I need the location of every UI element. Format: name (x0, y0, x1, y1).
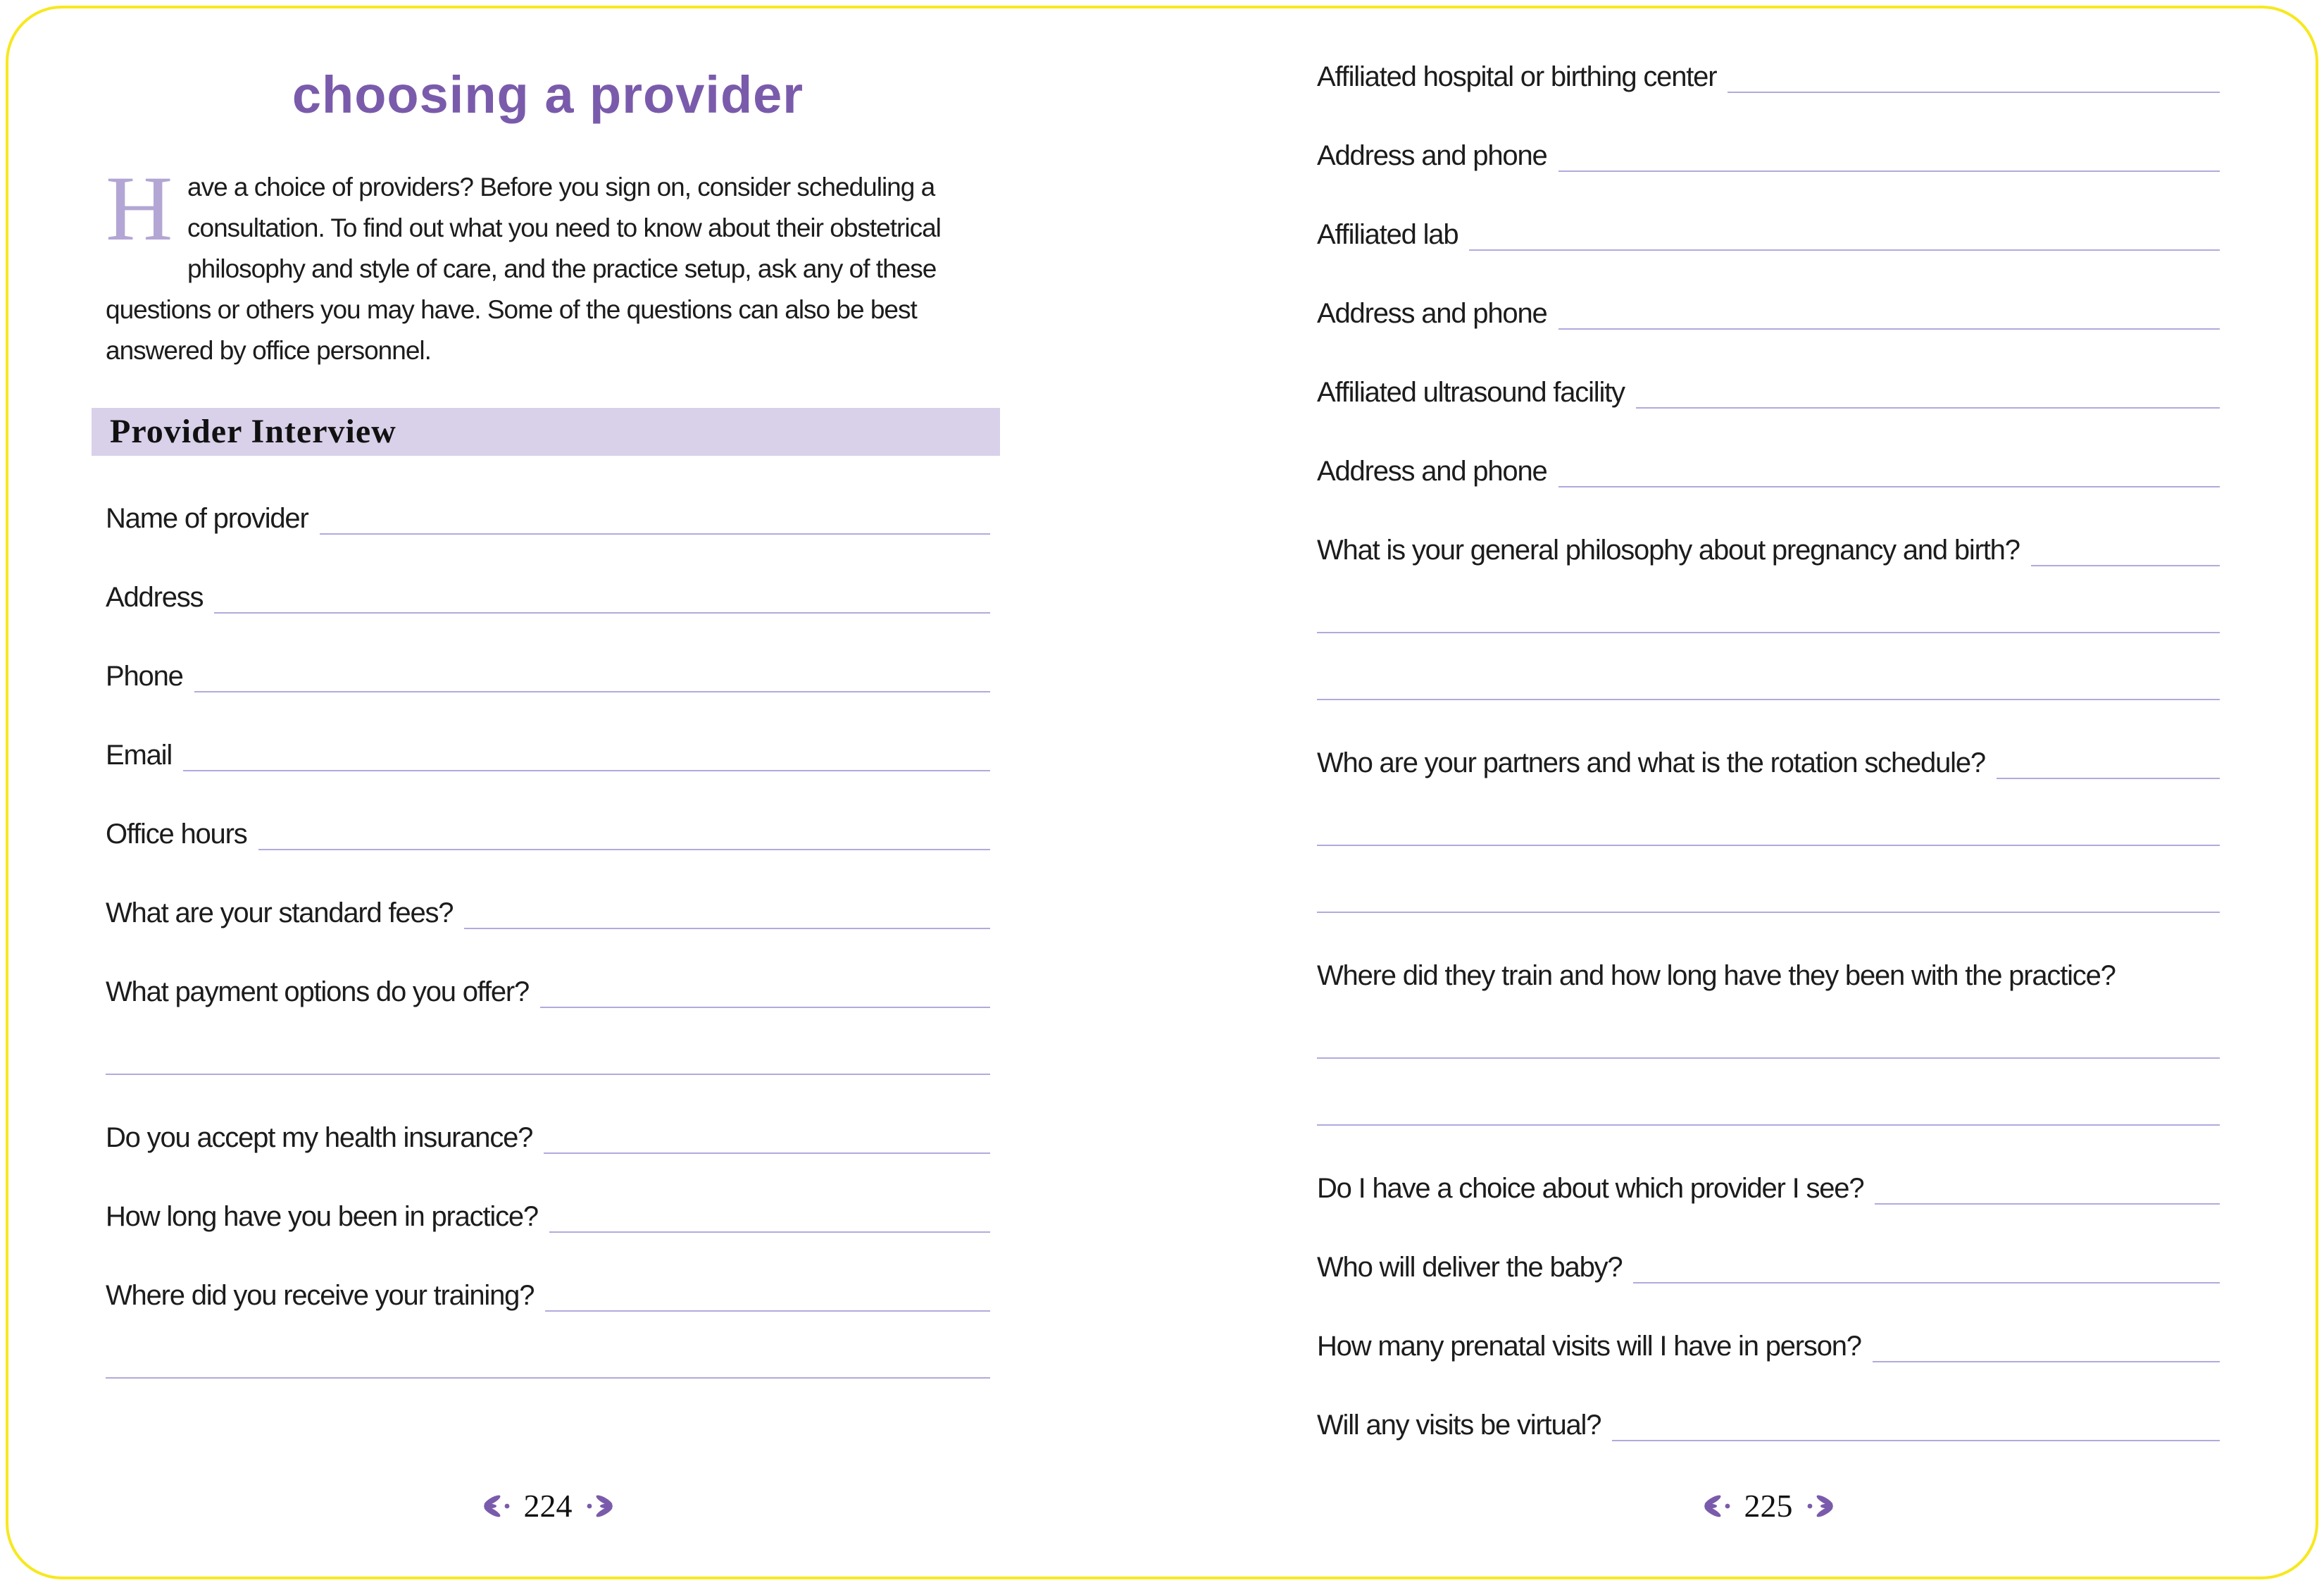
field-label: What are your standard fees? (106, 897, 454, 928)
field-row-continuation (1317, 992, 2220, 1059)
field-row (1317, 700, 2220, 779)
page-left (106, 0, 990, 1585)
field-row-continuation (106, 1008, 990, 1075)
field-label: Where did you receive your training? (106, 1280, 535, 1311)
field-label: Do I have a choice about which provider I see? (1317, 1173, 1864, 1204)
write-in-line (320, 533, 990, 535)
intro-paragraph (106, 156, 990, 371)
field-row (106, 1075, 990, 1154)
field-row (106, 456, 990, 535)
write-in-line (1633, 1282, 2220, 1283)
field-row (106, 614, 990, 692)
field-row (1317, 14, 2220, 93)
form-fields-left (106, 456, 990, 1379)
field-label: What is your general philosophy about pregnancy and birth? (1317, 535, 2020, 566)
field-row (1317, 1362, 2220, 1441)
write-in-line (1469, 249, 2220, 251)
write-in-line (544, 1152, 990, 1154)
field-row (106, 1233, 990, 1312)
write-in-line (549, 1231, 990, 1233)
form-fields-right (1317, 14, 2220, 1441)
leaf-ornament-icon (1702, 1494, 1735, 1518)
page-number-left (106, 1487, 990, 1524)
field-label: Affiliated lab (1317, 219, 1458, 250)
field-row-continuation (1317, 566, 2220, 633)
write-in-line (1317, 632, 2220, 633)
field-row (106, 771, 990, 850)
write-in-line (1636, 407, 2220, 409)
field-label: Email (106, 740, 173, 771)
page-right (1317, 0, 2220, 1585)
page-number-right (1317, 1487, 2220, 1524)
write-in-line (1997, 778, 2220, 779)
page-number-text: 225 (1744, 1488, 1793, 1524)
write-in-line (194, 691, 990, 692)
write-in-line (464, 928, 990, 929)
field-row (1317, 1205, 2220, 1283)
field-label: Affiliated ultrasound facility (1317, 377, 1625, 408)
leaf-ornament-icon (582, 1494, 615, 1518)
field-label: How many prenatal visits will I have in person? (1317, 1331, 1861, 1362)
field-row (1317, 913, 2220, 992)
field-row-continuation (1317, 633, 2220, 700)
write-in-line (106, 1377, 990, 1379)
field-row (1317, 93, 2220, 172)
field-row (1317, 172, 2220, 251)
field-label: Do you accept my health insurance? (106, 1122, 533, 1153)
field-label: What payment options do you offer? (106, 976, 530, 1007)
write-in-line (1558, 486, 2220, 487)
write-in-line (1317, 1124, 2220, 1126)
field-label: Who will deliver the baby? (1317, 1252, 1623, 1283)
field-row (1317, 487, 2220, 566)
write-in-line (106, 1074, 990, 1075)
field-row (1317, 1126, 2220, 1205)
field-label: Will any visits be virtual? (1317, 1410, 1601, 1441)
drop-cap: H (106, 156, 173, 260)
write-in-line (258, 849, 990, 850)
field-label: Address and phone (1317, 298, 1547, 329)
field-label: Name of provider (106, 503, 308, 534)
field-label: Address and phone (1317, 456, 1547, 487)
field-row (1317, 330, 2220, 409)
field-row (1317, 251, 2220, 330)
write-in-line (1317, 699, 2220, 700)
write-in-line (1728, 92, 2220, 93)
field-row (1317, 1283, 2220, 1362)
section-header: Provider Interview (92, 408, 1000, 456)
write-in-line (1317, 1057, 2220, 1059)
write-in-line (183, 770, 990, 771)
page-title: choosing a provider (292, 66, 804, 124)
field-row (106, 850, 990, 929)
write-in-line (1317, 912, 2220, 913)
field-label: Address and phone (1317, 140, 1547, 171)
page-number-text: 224 (523, 1488, 573, 1524)
write-in-line (1875, 1203, 2220, 1205)
field-row (1317, 409, 2220, 487)
write-in-line (1873, 1361, 2220, 1362)
write-in-line (214, 612, 990, 614)
field-row-continuation (106, 1312, 990, 1379)
write-in-line (1558, 328, 2220, 330)
field-row (106, 1154, 990, 1233)
field-label: Office hours (106, 819, 247, 850)
field-row (106, 692, 990, 771)
field-row (106, 535, 990, 614)
field-label: Affiliated hospital or birthing center (1317, 61, 1717, 92)
field-label: Who are your partners and what is the rotation schedule? (1317, 747, 1985, 778)
field-row-continuation (1317, 1059, 2220, 1126)
field-row-continuation (1317, 779, 2220, 846)
write-in-line (545, 1310, 990, 1312)
field-label: Address (106, 582, 204, 613)
field-label: How long have you been in practice? (106, 1201, 538, 1232)
write-in-line (1558, 170, 2220, 172)
intro-text: ave a choice of providers? Before you sign on, consider scheduling a consultation. To find out what you need to know about their obstetrical philosophy and style of care, and the practice setup, ask any of these questions or others you may have. Some of the questions can also be best answered by office personnel. (106, 173, 941, 365)
write-in-line (2031, 565, 2220, 566)
field-label: Phone (106, 661, 183, 692)
field-row-continuation (1317, 846, 2220, 913)
write-in-line (540, 1007, 990, 1008)
write-in-line (1317, 845, 2220, 846)
leaf-ornament-icon (482, 1494, 514, 1518)
field-label: Where did they train and how long have they been with the practice? (1317, 960, 2116, 991)
field-row (106, 929, 990, 1008)
leaf-ornament-icon (1803, 1494, 1835, 1518)
write-in-line (1612, 1440, 2220, 1441)
